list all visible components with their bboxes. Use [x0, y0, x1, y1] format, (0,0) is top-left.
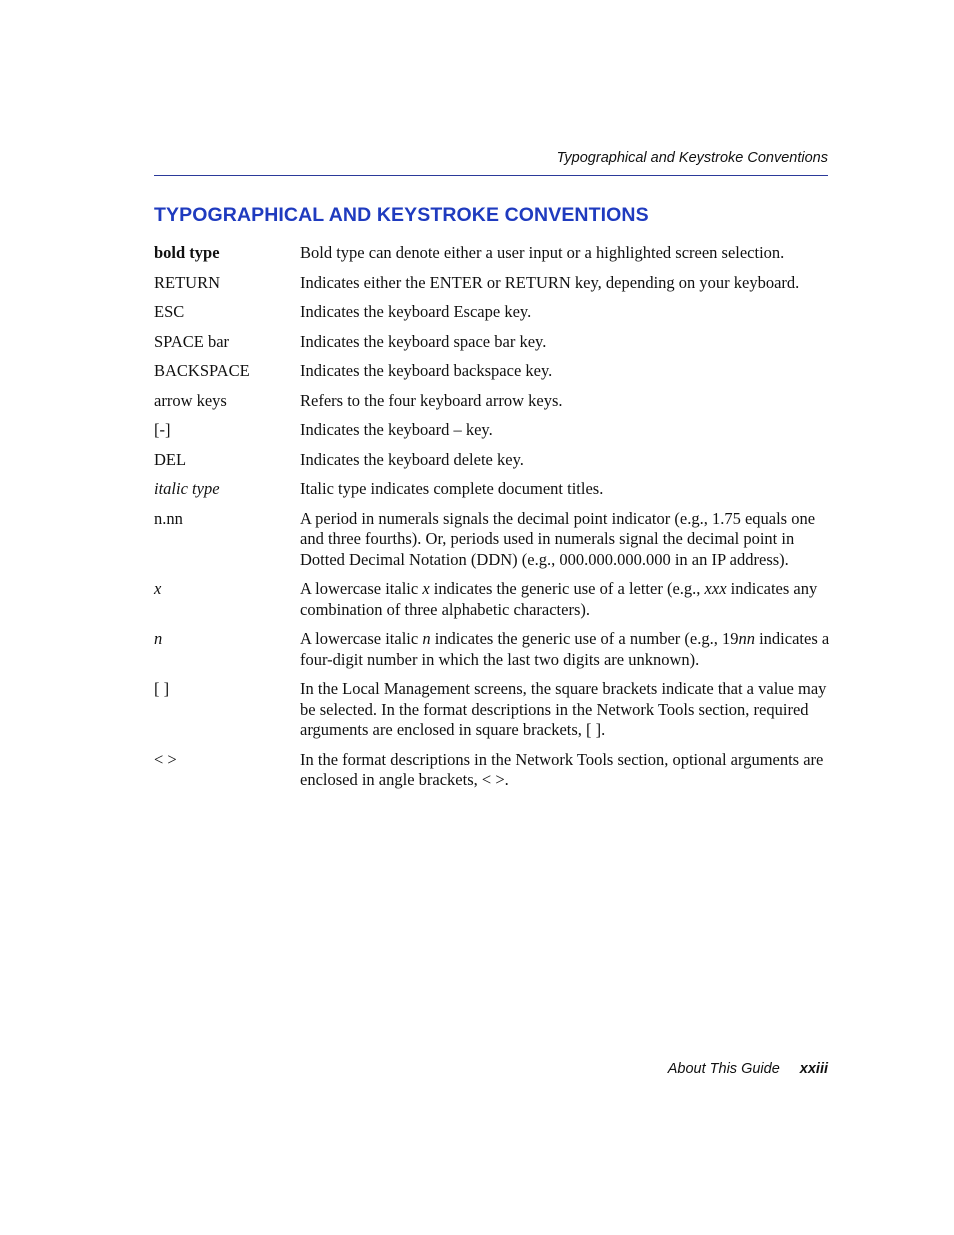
page-number: xxiii [799, 1061, 828, 1077]
convention-description: Indicates either the ENTER or RETURN key, depending on your keyboard. [300, 272, 800, 292]
convention-term: n.nn [154, 508, 183, 528]
convention-term: bold type [154, 243, 220, 262]
convention-row [154, 509, 834, 571]
convention-term: BACKSPACE [154, 361, 250, 380]
convention-description: A lowercase italic x indicates the generic use of a letter (e.g., xxx indicates any combination of three alphabetic characters). [300, 579, 818, 619]
convention-row [154, 273, 834, 294]
convention-row [154, 361, 834, 382]
footer-guide-title: About This Guide [667, 1061, 780, 1077]
convention-term: italic type [154, 479, 220, 498]
convention-row [154, 420, 834, 441]
convention-row [154, 750, 834, 791]
convention-description: Italic type indicates complete document titles. [300, 479, 604, 498]
convention-description: Indicates the keyboard – key. [300, 420, 493, 439]
convention-term: DEL [154, 449, 187, 469]
convention-description: Indicates the keyboard space bar key. [300, 331, 547, 351]
convention-description: Indicates the keyboard delete key. [300, 449, 524, 469]
convention-row [154, 679, 834, 741]
section-title: TYPOGRAPHICAL AND KEYSTROKE CONVENTIONS [154, 204, 649, 226]
convention-description: Indicates the keyboard Escape key. [300, 302, 532, 321]
convention-term: RETURN [154, 272, 220, 292]
convention-description: A period in numerals signals the decimal point indicator (e.g., 1.75 equals one and three fourths). Or, periods used in numerals signal the decimal point in Dotted Decimal Notation (DDN) (e.g., 000.000.000.000 in an IP address). [300, 508, 816, 569]
convention-term: n [154, 629, 163, 649]
convention-row [154, 332, 834, 353]
convention-row [154, 450, 834, 471]
convention-row [154, 391, 834, 412]
convention-term: ESC [154, 302, 185, 321]
convention-description: A lowercase italic n indicates the generic use of a number (e.g., 19nn indicates a four-digit number in which the last two digits are unknown). [300, 629, 830, 669]
convention-term: < > [154, 749, 177, 769]
convention-description: Refers to the four keyboard arrow keys. [300, 390, 563, 410]
page-footer [154, 1061, 828, 1077]
convention-description: Indicates the keyboard backspace key. [300, 361, 553, 380]
header-rule [154, 175, 828, 176]
convention-row [154, 579, 834, 620]
convention-term: arrow keys [154, 390, 227, 410]
convention-row [154, 243, 834, 264]
convention-row [154, 629, 834, 670]
convention-row [154, 302, 834, 323]
running-head: Typographical and Keystroke Conventions [556, 150, 828, 166]
convention-description: Bold type can denote either a user input or a highlighted screen selection. [300, 243, 785, 262]
convention-term: [-] [154, 420, 171, 439]
convention-row [154, 479, 834, 500]
conventions-table [154, 243, 834, 791]
convention-description: In the Local Management screens, the square brackets indicate that a value may be selected. In the format descriptions in the Network Tools section, required arguments are enclosed in square brackets, [ ]. [300, 678, 827, 740]
convention-description: In the format descriptions in the Network Tools section, optional arguments are enclosed in angle brackets, < >. [300, 749, 824, 790]
convention-term: [ ] [154, 678, 170, 698]
convention-term: x [154, 579, 162, 599]
convention-term: SPACE bar [154, 331, 230, 351]
